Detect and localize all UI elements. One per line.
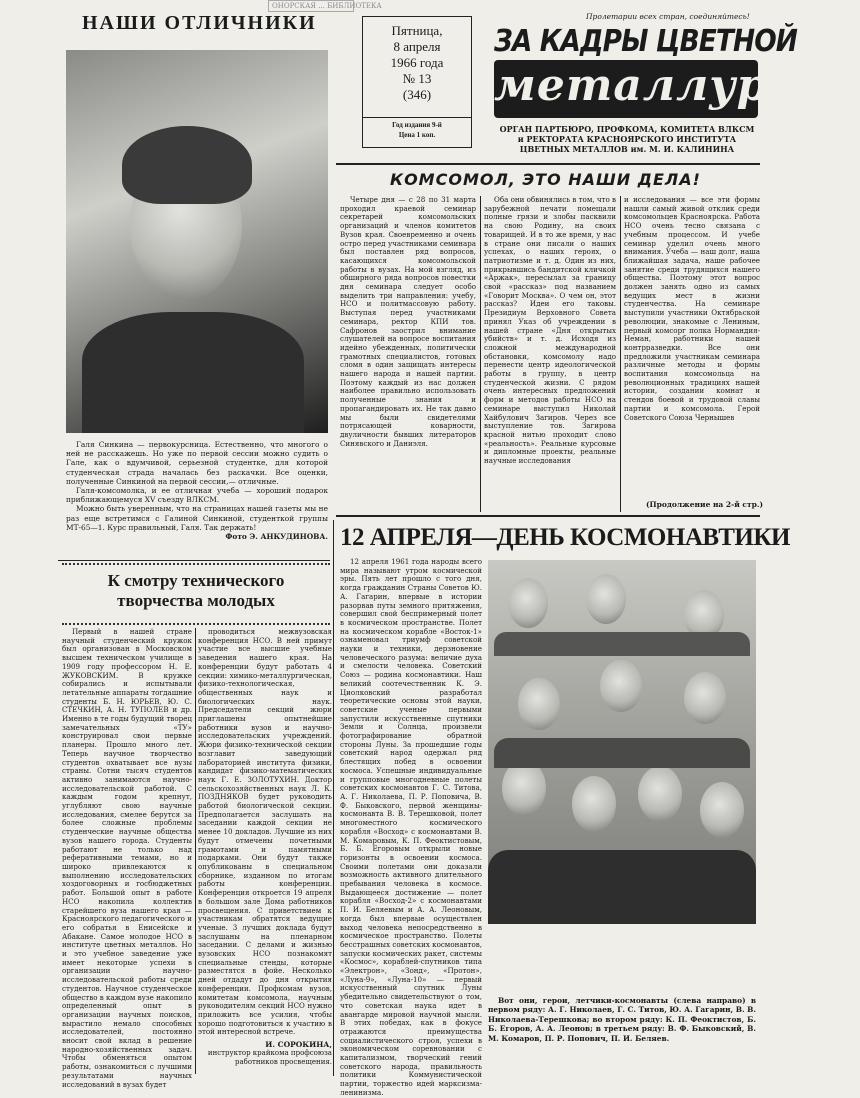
cosmos-headline: 12 АПРЕЛЯ—ДЕНЬ КОСМОНАВТИКИ <box>340 524 790 551</box>
issue-year: 1966 года <box>390 55 444 70</box>
masthead-rule <box>336 163 760 165</box>
cosmos-text: 12 апреля 1961 года народы всего мира называют утром космической эры. Пять лет прошло с того дня, когда гражданин Страны Советов Ю. А. Гагарин, впервые в истории разорвав путы земного притяжения, совершил свой беспримерный полет в космическом пространстве. Полет на космическом корабле «Восток-1» ознаменовал триумф советской науки и техники, дерзновение человеческого разума: величие духа и смелости человека. Советский Союз — родина космонавтики. Наш великий соотечественник К. Э. Циолковский разработал теоретические основы этой науки, советские ученые первыми запустили искусственные спутники Земли и Солнца, произвели фотографирование обратной стороны Луны. За прошедшие годы советский народ одержал ряд блестящих побед в освоении космоса. Успешные индивидуальные и групповые многодневные полеты советских космонавтов Г. С. Титова, А. Г. Николаева, П. Р. Поповича, В. Ф. Быковского, первой женщины-космонавта В. В. Терешковой, полет многоместного космического корабля «Восход» с космонавтами В. М. Комаровым, К. П. Феоктистовым, Б. Б. Егоровым открыли новые горизонты в освоении космоса. Своими полетами они доказали возможность активного длительного пребывания человека в космосе. Выдающееся достижение — полет корабля «Восход-2» с космонавтами П. И. Беляевым и А. А. Леоновым, когда был впервые осуществлен выход человека непосредственно в космическое пространство. Полеты бесстрашных советских космонавтов, запуски космических ракет, системы «Космос», кораблей-спутников типа «Электрон», «Зонд», «Протон», «Луна-9», «Луна-10» — первый искусственный спутник Луны убедительно свидетельствуют о том, что советская наука идет в авангарде мировой научной мысли. В этих победах, как в фокусе отражаются преимущества социалистического строя, успехи в экономическом соревновании с капитализмом, творческий гений советского народа, правильность политики Коммунистической партии, торжество идей марксизма-ленинизма. <box>340 557 482 1097</box>
tech-author-title: инструктор крайкома профсоюза работников просвещения. <box>207 1049 332 1066</box>
tech-headline-line2: творчества молодых <box>117 591 275 610</box>
masthead-subtitle: ОРГАН ПАРТБЮРО, ПРОФКОМА, КОМИТЕТА ВЛКСМ и РЕКТОРАТА КРАСНОЯРСКОГО ИНСТИТУТА ЦВЕТНЫХ МЕТАЛЛОВ им. М. И. КАЛИНИНА <box>499 124 755 154</box>
tech-col2-wrap <box>198 628 332 1076</box>
masthead-slogan: Пролетарии всех стран, соединяйтесь! <box>586 12 750 21</box>
issue-number: № 13 <box>402 71 432 86</box>
masthead-title-line2: металлургии <box>494 60 758 118</box>
masthead-title-line1: ЗА КАДРЫ ЦВЕТНОЙ <box>494 24 798 59</box>
honor-bottom-rule <box>58 560 330 561</box>
issue-price: Цена 1 коп. <box>398 131 436 139</box>
cosmonaut-face-9 <box>638 766 682 822</box>
komsomol-headline: КОМСОМОЛ, ЭТО НАШИ ДЕЛА! <box>390 170 701 189</box>
komsomol-col-rule2 <box>620 196 621 512</box>
library-stamp: ОНОРСКАЯ ... БИБЛИОТЕКА <box>268 0 354 12</box>
cosmonaut-face-5 <box>600 660 642 712</box>
honor-caption-p3: Можно быть уверенным, что на страницах нашей газеты мы не раз еще встретимся с Галиной Синкиной, студенткой группы МТ-65—1. Курс правильный, Галя. Так держать! <box>66 504 328 532</box>
cosmonaut-face-7 <box>502 760 546 816</box>
honor-student-photo <box>66 50 328 433</box>
cosmonaut-suits-front <box>488 850 756 924</box>
komsomol-continued: (Продолжение на 2-й стр.) <box>646 500 764 509</box>
honor-caption-p2: Галя-комсомолка, и ее отличная учеба — хороший подарок приближающемуся XV съезду ВЛКСМ. <box>66 486 328 505</box>
tech-col2: проводиться межвузовская конференция НСО. В ней примут участие все высшие учебные заведения нашего края. На конференции будут работать 4 секции: химико-металлургическая, физико-технологическая, общественных наук и биологических наук. Председатели секций жюри приглашены опытнейшие работники вузов и научно-исследовательских учреждений. Жюри физико-технической секции возглавит заведующий лабораторией института физики, кандидат физико-математических наук Г. Е. ЗОЛОТУХИН. Доктор сельскохозяйственных наук Л. К. ПОЗДНЯКОВ будет руководить работой биологической секции. Предполагается заслушать на заседании каждой секции не менее 10 докладов. Лучшие из них будут отмечены почетными грамотами и памятными подарками. Они будут также опубликованы в специальном сборнике, изданном по итогам работы конференции. Конференция откроется 19 апреля в большом зале Дома работников просвещения. С приветствием к участникам обратятся ведущие ученые. 3 лучших доклада будут заслушаны на пленарном заседании. С делами и жизнью вузовских НСО познакомят специальные стенды, которые разместятся в фойе. Несколько дней отдадут до дня открытия конференции. Профкомам вузов, комитетам комсомола, научным руководителям секций НСО нужно приложить все усилия, чтобы хорошо подготовиться к участию в этой интересной встрече. <box>198 627 332 1037</box>
cosmonaut-face-4 <box>518 678 560 730</box>
honor-caption-p1: Галя Синкина — первокурсница. Естественно, что многого о ней не расскажешь. Но уже по первой сессии можно судить о Гале, как о вдумчивой, серьезной студентке, для которой студенческая страда началась без раскачки. Все оценки, полученные Синкиной на первой сессии,— отличные. <box>66 440 328 486</box>
cosmonaut-face-6 <box>684 672 726 724</box>
issue-divider <box>363 117 471 118</box>
cosmonaut-face-10 <box>700 782 744 838</box>
komsomol-col2: Оба они обвинялись в том, что в зарубежной печати помещали полные грязи и злобы пасквили на свою Родину, на своих товарищей. И в то же время, у нас в стране они писали о наших успехах, о наших героях, о патриотизме и т. д. Один из них, прикрывшись бандитской кличкой «Аржак», пересылал за границу свой «рассказ» под названием «Говорит Москва». О чем он, этот рассказ? Идеи его таковы. Президиум Верховного Совета принял Указ об учреждении в нашей стране «Дня открытых убийств» и т. д. Исходя из сложной международной обстановки, комсомолу надо перенести центр идеологической работы в группу, в центр студенческой жизни. С рядом очень интересных предложений форм и методов работы НСО на семинаре выступил Николай Хайбулович Загиров. Через все выступление тов. Загирова красной нитью проходит слово «реальность». Реальные курсовые и дипломные проекты, реальные научные исследования <box>484 195 616 466</box>
komsomol-bottom-rule <box>336 515 760 517</box>
cosmonaut-face-2 <box>586 574 626 624</box>
tech-author: И. СОРОКИНА, <box>265 1040 332 1049</box>
issue-year-of-pub: Год издания 9-й <box>392 121 442 129</box>
tech-col-rule <box>195 628 196 1074</box>
cosmonaut-face-1 <box>508 578 548 628</box>
portrait-shoulders <box>82 312 304 433</box>
komsomol-col1: Четыре дня — с 28 по 31 марта проходил краевой семинар секретарей комсомольских организаций и членов комитетов Вузов края. Своевременно и очень остро перед участниками семинара был поставлен ряд вопросов, касающихся комсомольской работы в вузах. На мой взгляд, из обширного ряда вопросов повестки дня семинара следует особо выделить три направления: учебу, НСО и политмассовую работу. Выступая перед участниками семинара, ректор КПИ тов. Сафронов заострил внимание слушателей на вопросе воспитания идейно убежденных, политически грамотных специалистов, готовых сломя в один защищать интересы нашего народа и нашей партии. Поэтому каждый из нас должен наиболее правильно использовать полученные знания и пропагандировать их. Не так давно мы были свидетелями потрясающей коварности, двуличности бывших литераторов Синявского и Даниэля. <box>340 195 476 448</box>
tech-col1: Первый в нашей стране научный студенческий кружок был организован в Московском высшем техническом училище в 1909 году профессором Н. Е. ЖУКОВСКИМ. В кружке собирались и испытывали летательные аппараты тогдашние студенты Б. Н. ЮРЬЕВ, Ю. С. СТЕЧКИН, А. Н. ТУПОЛЕВ и др. Именно в те годы будущий творец замечательных «ТУ» конструировал свои первые планеры. Прошло много лет. Теперь научное творчество студентов охватывает все вузы страны. Сотни тысяч студентов активно занимаются научно-исследовательской работой. С каждым годом крепнут, углубляют свою научные исследования, смелее берутся за более сложные проблемы студенческие научные общества вузов нашего города. Студенты работают не только над реферативными темами, но и широко привлекаются к выполнению исследовательских хоздоговорных и госбюджетных работ. Большой опыт в работе НСО накопила коллектив старейшего вуза нашего края — Красноярского педагогического и его собратья в Енисейске и Абакане. Самое молодое НСО в институте цветных металлов. Но и это учебное заведение уже имеет некоторые успехи в организации научно-исследовательской работы среди студентов. Научное студенческое общество в каждом вузе накопило определенный опыт в организации научных поисков, вырастило немало способных исследователей, постоянно вносит свой вклад в решение народно-хозяйственных задач. Чтобы обменяться опытом работы, ознакомиться с лучшими результатами научных исследований в вузах будет <box>62 627 192 1089</box>
tech-headline-frame <box>62 563 330 625</box>
tech-headline-line1: К смотру технического <box>107 571 285 590</box>
cosmonaut-suits-back <box>494 632 750 656</box>
komsomol-col-rule1 <box>480 196 481 512</box>
cosmonauts-photo <box>488 560 756 924</box>
cosmonauts-photo-caption: Вот они, герои, летчики-космонавты (слева направо) в первом ряду: А. Г. Николаев, Г. С. Титов, Ю. А. Гагарин, В. В. Николаева-Терешкова; во втором ряду: К. П. Феоктистов, Б. Б. Егоров, А. А. Леонов; в третьем ряду: В. Ф. Быковский, В. М. Комаров, П. Р. Попович, П. И. Беляев. <box>488 996 756 1043</box>
issue-box <box>362 16 472 148</box>
komsomol-col3: и исследования — все эти формы нашли самый живой отклик среди комсомольцев Красноярска. Работа НСО очень тесно связана с учебным процессом. И учебе семинар уделил очень много внимания. Учеба — наш долг, наша ближайшая задача, наше рабочее занятие среди трудящихся нашего общества. Поэтому этот вопрос должен занять одно из самых ведущих мест в жизни студенчества. На семинаре выступили участники Октябрьской революции, знакомые с Лениным, первый комсорг полка Нормандия-Неман, работники нашей контрразведки. Все они предложили участникам семинара различные методы и формы воспитания комсомольца на революционных традициях нашей истории, создании комнат и стендов боевой и трудовой славы партии и комсомола. Герой Советского Союза Чернышев <box>624 195 760 422</box>
portrait-hair <box>122 126 252 204</box>
cosmonaut-suits-middle <box>494 738 750 768</box>
issue-day: Пятница, <box>391 23 443 38</box>
honor-caption <box>66 440 328 560</box>
center-vertical-rule <box>333 520 334 1076</box>
photo-credit: Фото Э. АНКУДИНОВА. <box>225 532 328 542</box>
issue-total: (346) <box>402 87 432 102</box>
honor-title: НАШИ ОТЛИЧНИКИ <box>82 12 317 34</box>
issue-date: 8 апреля <box>393 39 441 54</box>
cosmonaut-face-8 <box>572 776 616 832</box>
